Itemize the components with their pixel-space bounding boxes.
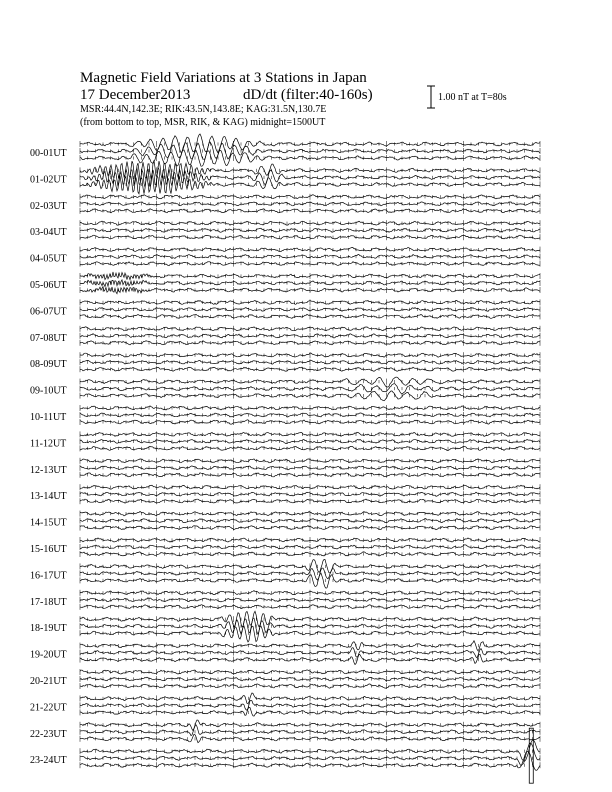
minute-ticks — [80, 359, 540, 365]
row-label: 12-13UT — [30, 464, 67, 476]
minute-ticks — [80, 352, 540, 358]
minute-ticks — [80, 736, 540, 742]
row-label: 08-09UT — [30, 359, 67, 371]
row-label: 06-07UT — [30, 306, 67, 318]
minute-ticks — [80, 590, 540, 596]
minute-ticks — [80, 525, 540, 531]
row-label: 05-06UT — [30, 280, 67, 291]
row-08-09UT — [30, 352, 540, 372]
row-label: 14-15UT — [30, 517, 67, 529]
minute-ticks — [80, 472, 540, 478]
minute-ticks — [80, 405, 540, 411]
minute-ticks — [80, 438, 540, 444]
minute-ticks — [80, 194, 540, 200]
minute-ticks — [80, 650, 540, 656]
minute-ticks — [80, 669, 540, 675]
row-05-06UT — [30, 272, 540, 294]
row-label: 15-16UT — [30, 544, 67, 555]
minute-ticks — [80, 762, 540, 768]
minute-ticks — [80, 491, 540, 497]
minute-ticks — [80, 511, 540, 517]
row-15-16UT — [30, 537, 540, 557]
row-label: 09-10UT — [30, 385, 67, 397]
row-label: 18-19UT — [30, 623, 67, 635]
minute-ticks — [80, 551, 540, 557]
minute-ticks — [80, 709, 540, 715]
row-label: 23-24UT — [30, 755, 67, 767]
row-16-17UT — [30, 560, 540, 589]
row-label: 00-01UT — [30, 148, 67, 159]
minute-ticks — [80, 386, 540, 392]
minute-ticks — [80, 326, 540, 332]
minute-ticks — [80, 643, 540, 649]
minute-ticks — [80, 544, 540, 550]
chart-title: Magnetic Field Variations at 3 Stations in Japan — [80, 70, 367, 86]
row-label: 19-20UT — [30, 649, 67, 661]
minute-ticks — [80, 379, 540, 385]
event-23-24UT-excursion — [529, 728, 533, 783]
minute-ticks — [80, 722, 540, 728]
row-22-23UT — [30, 720, 540, 743]
minute-ticks — [80, 201, 540, 207]
row-09-10UT — [30, 377, 540, 401]
scale-bar — [427, 86, 435, 108]
minute-ticks — [80, 597, 540, 603]
row-label: 10-11UT — [30, 412, 67, 423]
minute-ticks — [80, 412, 540, 418]
minute-ticks — [80, 366, 540, 372]
minute-ticks — [80, 518, 540, 524]
minute-ticks — [80, 299, 540, 305]
row-label: 07-08UT — [30, 332, 67, 344]
minute-ticks — [80, 261, 540, 267]
row-label: 21-22UT — [30, 702, 67, 714]
minute-ticks — [80, 227, 540, 233]
row-label: 03-04UT — [30, 227, 67, 239]
row-label: 13-14UT — [30, 491, 67, 503]
minute-ticks — [80, 657, 540, 663]
minute-ticks — [80, 695, 540, 701]
filter-label: dD/dt (filter:40-160s) — [243, 87, 373, 103]
row-18-19UT — [30, 611, 540, 642]
minute-ticks — [80, 287, 540, 293]
minute-ticks — [80, 755, 540, 761]
minute-ticks — [80, 181, 540, 187]
row-10-11UT — [30, 405, 540, 425]
row-23-24UT — [30, 740, 540, 770]
minute-ticks — [80, 465, 540, 471]
minute-ticks — [80, 254, 540, 260]
row-label: 11-12UT — [30, 438, 67, 450]
minute-ticks — [80, 702, 540, 708]
order-label: (from bottom to top, MSR, RIK, & KAG) midnight=1500UT — [80, 117, 326, 128]
minute-ticks — [80, 498, 540, 504]
row-14-15UT — [30, 511, 540, 531]
minute-ticks — [80, 683, 540, 689]
minute-ticks — [80, 445, 540, 451]
minute-ticks — [80, 247, 540, 253]
row-21-22UT — [30, 693, 540, 716]
row-02-03UT — [30, 194, 540, 214]
minute-ticks — [80, 280, 540, 286]
minute-ticks — [80, 484, 540, 490]
row-07-08UT — [30, 326, 540, 346]
row-04-05UT — [30, 247, 540, 267]
date-label: 17 December2013 — [80, 87, 191, 103]
row-label: 02-03UT — [30, 200, 67, 212]
minute-ticks — [80, 458, 540, 464]
minute-ticks — [80, 729, 540, 735]
rows-group — [30, 134, 540, 783]
minute-ticks — [80, 340, 540, 346]
minute-ticks — [80, 616, 540, 622]
row-20-21UT — [30, 669, 540, 689]
row-00-01UT — [30, 134, 540, 166]
scale-label: 1.00 nT at T=80s — [438, 92, 507, 103]
minute-ticks — [80, 623, 540, 629]
row-label: 17-18UT — [30, 596, 67, 608]
minute-ticks — [80, 748, 540, 754]
row-01-02UT — [30, 160, 540, 193]
minute-ticks — [80, 431, 540, 437]
row-label: 04-05UT — [30, 253, 67, 265]
minute-ticks — [80, 148, 540, 154]
minute-ticks — [80, 208, 540, 214]
minute-ticks — [80, 563, 540, 569]
row-12-13UT — [30, 458, 540, 478]
row-label: 20-21UT — [30, 676, 67, 687]
row-06-07UT — [30, 299, 540, 319]
row-19-20UT — [30, 641, 540, 665]
minute-ticks — [80, 676, 540, 682]
row-label: 16-17UT — [30, 570, 67, 582]
row-13-14UT — [30, 484, 540, 504]
minute-ticks — [80, 393, 540, 399]
minute-ticks — [80, 273, 540, 279]
minute-ticks — [80, 141, 540, 147]
minute-ticks — [80, 313, 540, 319]
minute-ticks — [80, 155, 540, 161]
row-17-18UT — [30, 590, 540, 610]
minute-ticks — [80, 333, 540, 339]
row-label: 22-23UT — [30, 728, 67, 740]
stations-label: MSR:44.4N,142.3E; RIK:43.5N,143.8E; KAG:31.5N,130.7E — [80, 104, 327, 115]
minute-ticks — [80, 604, 540, 610]
row-03-04UT — [30, 220, 540, 240]
minute-ticks — [80, 167, 540, 173]
row-11-12UT — [30, 431, 540, 451]
row-label: 01-02UT — [30, 174, 67, 186]
minute-ticks — [80, 537, 540, 543]
minute-ticks — [80, 577, 540, 583]
